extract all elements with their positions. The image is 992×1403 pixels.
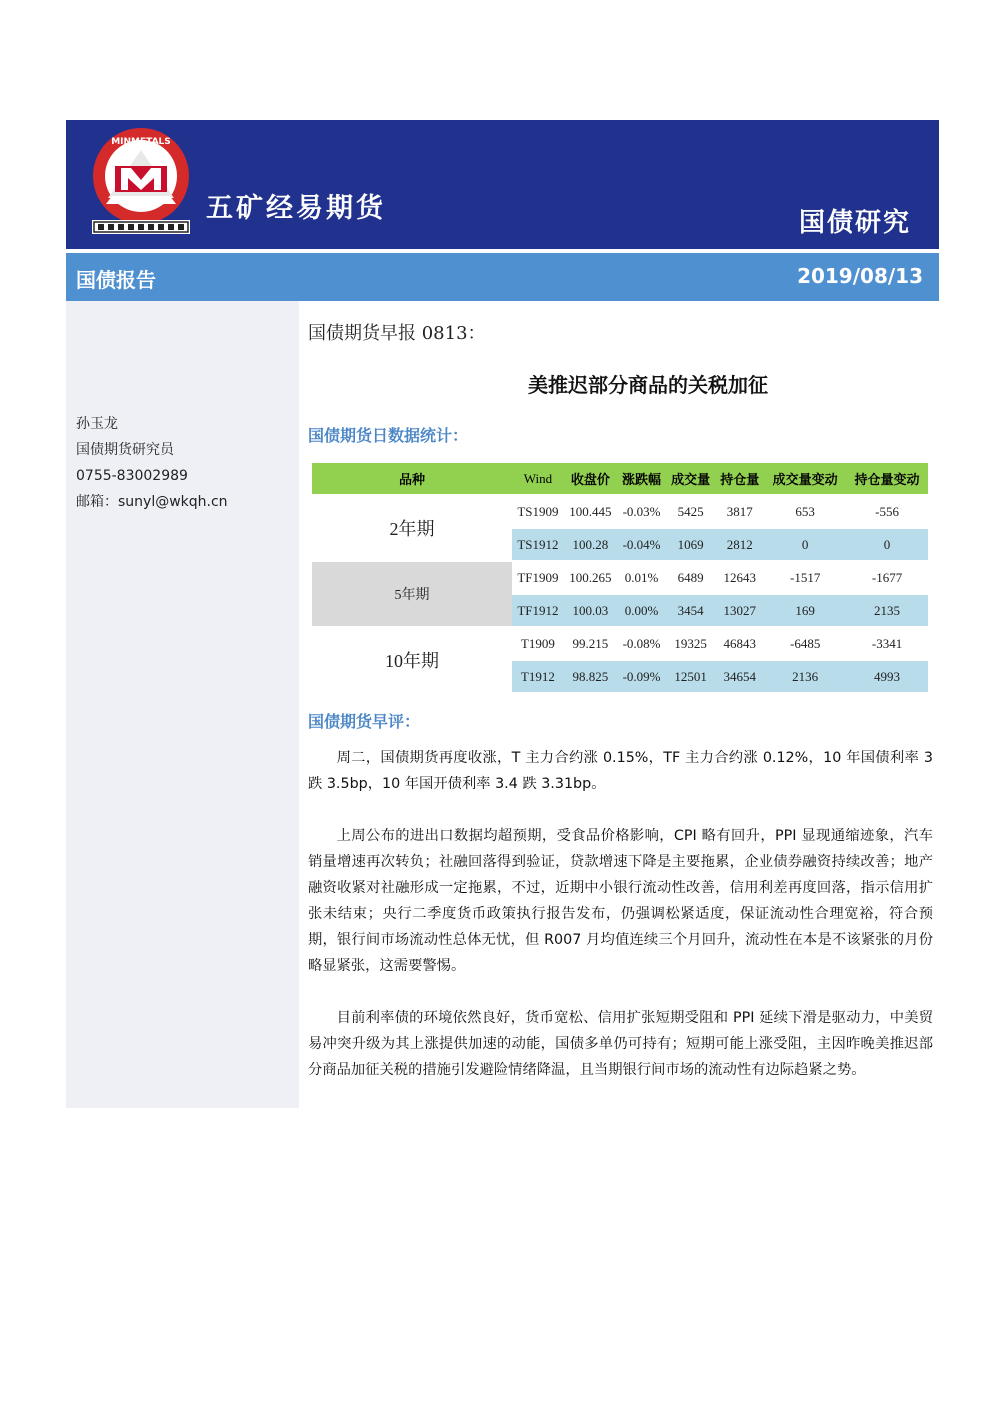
author-email: 邮箱：sunyl@wkqh.cn [76,494,228,510]
table-header-cell: 成交量 [666,463,715,495]
commentary-paragraph: 上周公布的进出口数据均超预期，受食品价格影响，CPI 略有回升，PPI 显现通缩迹象，汽车销量增速再次转负；社融回落得到验证，贷款增速下降是主要拖累，企业债券融资持续改善；地产融资收紧对社融形成一定拖累，不过，近期中小银行流动性改善，信用利差再度回落，指示信用扩张未结束；央行二季度货币政策执行报告发布，仍强调松紧适度，保证流动性合理宽裕，符合预期，银行间市场流动性总体无忧，但 R007 月均值连续三个月回升，流动性在本是不该紧张的月份略显紧张，这需要警惕。 [308,828,933,974]
table-row [312,495,928,528]
report-bar [66,253,939,301]
table-header-row [312,463,928,495]
table-cell: T1912 [512,660,564,693]
article-headline: 美推迟部分商品的关税加征 [528,373,768,397]
group-label: 2年期 [312,495,512,561]
table-cell: 0.00% [617,594,666,627]
table-cell: 3817 [715,495,764,528]
table-cell: 100.28 [564,528,617,561]
group-label: 5年期 [312,561,512,627]
table-cell: 100.03 [564,594,617,627]
section-title-commentary: 国债期货早评： [308,712,421,731]
table-row [312,561,928,594]
group-label: 10年期 [312,627,512,693]
company-name: 五矿经易期货 [206,193,386,224]
table-cell: -6485 [764,627,846,660]
table-row [312,627,928,660]
table-cell: 3454 [666,594,715,627]
report-type: 国债报告 [76,268,156,292]
table-cell: 169 [764,594,846,627]
futures-data-table [312,463,928,694]
logo-ring-text: MINMETALS [111,137,171,147]
table-cell: 100.445 [564,495,617,528]
table-cell: 2812 [715,528,764,561]
report-date: 2019/08/13 [797,264,923,288]
department-title: 国债研究 [798,208,911,238]
table-cell: -1677 [846,561,928,594]
table-cell: 2135 [846,594,928,627]
author-title: 国债期货研究员 [76,442,174,458]
report-kicker: 国债期货早报 0813： [308,323,486,344]
table-cell: -0.09% [617,660,666,693]
table-cell: TF1909 [512,561,564,594]
table-cell: T1909 [512,627,564,660]
table-cell: 5425 [666,495,715,528]
table-cell: 100.265 [564,561,617,594]
table-cell: 12501 [666,660,715,693]
table-header-cell: Wind [512,463,564,495]
table-cell: -0.04% [617,528,666,561]
table-header-cell: 涨跌幅 [617,463,666,495]
table-cell: 13027 [715,594,764,627]
table-cell: 12643 [715,561,764,594]
table-cell: 0 [764,528,846,561]
commentary-paragraph: 周二，国债期货再度收涨，T 主力合约涨 0.15%，TF 主力合约涨 0.12%，10 年国债利率 3 跌 3.5bp，10 年国开债利率 3.4 跌 3.31bp。 [308,750,933,792]
table-header-cell: 持仓量 [715,463,764,495]
table-cell: 4993 [846,660,928,693]
table-cell: -556 [846,495,928,528]
table-cell: 0.01% [617,561,666,594]
table-cell: 34654 [715,660,764,693]
table-header-cell: 持仓量变动 [846,463,928,495]
table-cell: 1069 [666,528,715,561]
table-cell: 2136 [764,660,846,693]
section-title-stats: 国债期货日数据统计： [308,426,469,445]
table-header-cell: 成交量变动 [764,463,846,495]
table-cell: -0.08% [617,627,666,660]
table-cell: 99.215 [564,627,617,660]
author-name: 孙玉龙 [76,416,118,432]
table-header-cell: 收盘价 [564,463,617,495]
report-header [66,120,939,249]
table-cell: 0 [846,528,928,561]
table-cell: TF1912 [512,594,564,627]
author-sidebar [66,301,299,1108]
table-cell: 98.825 [564,660,617,693]
table-cell: 46843 [715,627,764,660]
table-cell: 19325 [666,627,715,660]
table-cell: -0.03% [617,495,666,528]
table-cell: TS1912 [512,528,564,561]
table-cell: TS1909 [512,495,564,528]
table-cell: 653 [764,495,846,528]
author-info [76,411,228,515]
minmetals-logo [88,128,194,238]
author-phone: 0755-83002989 [76,468,188,484]
commentary-paragraph: 目前利率债的环境依然良好，货币宽松、信用扩张短期受阻和 PPI 延续下滑是驱动力，中美贸易冲突升级为其上涨提供加速的动能，国债多单仍可持有；短期可能上涨受阻，主因昨晚美推迟部分商品加征关税的措施引发避险情绪降温，且当期银行间市场的流动性有边际趋紧之势。 [308,1010,933,1078]
table-cell: -3341 [846,627,928,660]
table-cell: -1517 [764,561,846,594]
table-cell: 6489 [666,561,715,594]
table-header-cell: 品种 [312,463,512,495]
